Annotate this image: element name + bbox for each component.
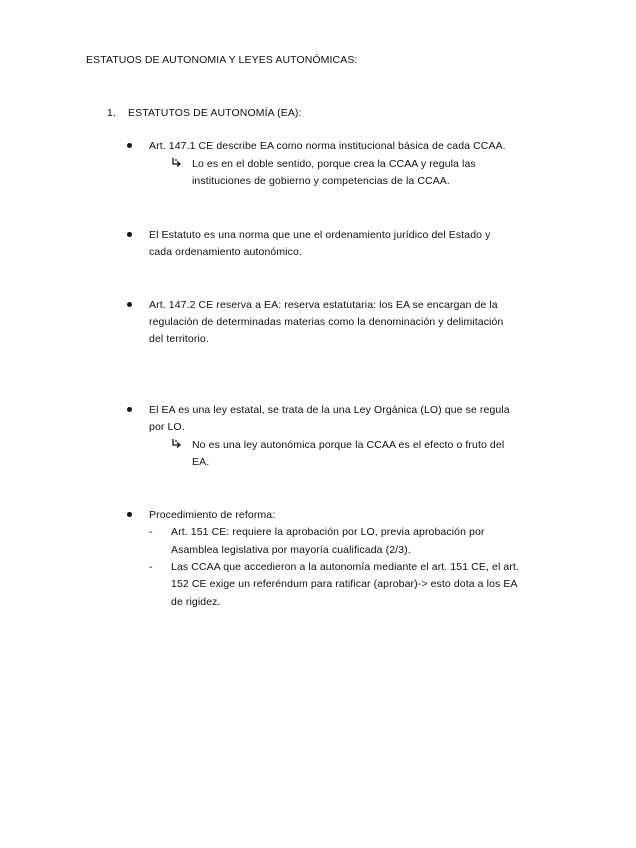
list-item-text: regulación de determinadas materias como la denominación y delimitación bbox=[149, 316, 504, 328]
dash-item-text: de rigidez. bbox=[171, 596, 221, 608]
arrow-check-icon bbox=[171, 438, 183, 450]
section-heading: ESTATUTOS DE AUTONOMÍA (EA): bbox=[128, 107, 302, 119]
bullet-icon bbox=[127, 512, 132, 517]
list-item-text: del territorio. bbox=[149, 333, 209, 345]
bullet-icon bbox=[127, 232, 132, 237]
list-item-text: Art. 147.1 CE describe EA como norma institucional básica de cada CCAA. bbox=[149, 140, 506, 152]
sub-item-text: Lo es en el doble sentido, porque crea la CCAA y regula las bbox=[192, 158, 476, 170]
dash-marker: - bbox=[149, 561, 153, 573]
bullet-icon bbox=[127, 407, 132, 412]
bullet-icon bbox=[127, 302, 132, 307]
dash-item-text: Asamblea legislativa por mayoría cualificada (2/3). bbox=[171, 544, 411, 556]
list-item-text: por LO. bbox=[149, 421, 185, 433]
sub-item-text: instituciones de gobierno y competencias de la CCAA. bbox=[192, 175, 450, 187]
list-item-text: cada ordenamiento autonómico. bbox=[149, 246, 302, 258]
section-number: 1. bbox=[107, 107, 116, 119]
dash-marker: - bbox=[149, 526, 153, 538]
list-item-text: Procedimiento de reforma: bbox=[149, 509, 276, 521]
sub-item-text: EA. bbox=[192, 456, 210, 468]
dash-item-text: Art. 151 CE: requiere la aprobación por LO, previa aprobación por bbox=[171, 526, 485, 538]
list-item-text: Art. 147.2 CE reserva a EA: reserva estatutaria: los EA se encargan de la bbox=[149, 299, 498, 311]
arrow-check-icon bbox=[171, 157, 183, 169]
document-title: ESTATUOS DE AUTONOMIA Y LEYES AUTONÓMICAS: bbox=[86, 54, 358, 66]
bullet-icon bbox=[127, 143, 132, 148]
dash-item-text: Las CCAA que accedieron a la autonomía mediante el art. 151 CE, el art. bbox=[171, 561, 519, 573]
sub-item-text: No es una ley autonómica porque la CCAA es el efecto o fruto del bbox=[192, 439, 505, 451]
list-item-text: El Estatuto es una norma que une el ordenamiento jurídico del Estado y bbox=[149, 229, 491, 241]
dash-item-text: 152 CE exige un referéndum para ratificar (aprobar)-> esto dota a los EA bbox=[171, 578, 518, 590]
list-item-text: El EA es una ley estatal, se trata de la una Ley Orgánica (LO) que se regula bbox=[149, 404, 510, 416]
